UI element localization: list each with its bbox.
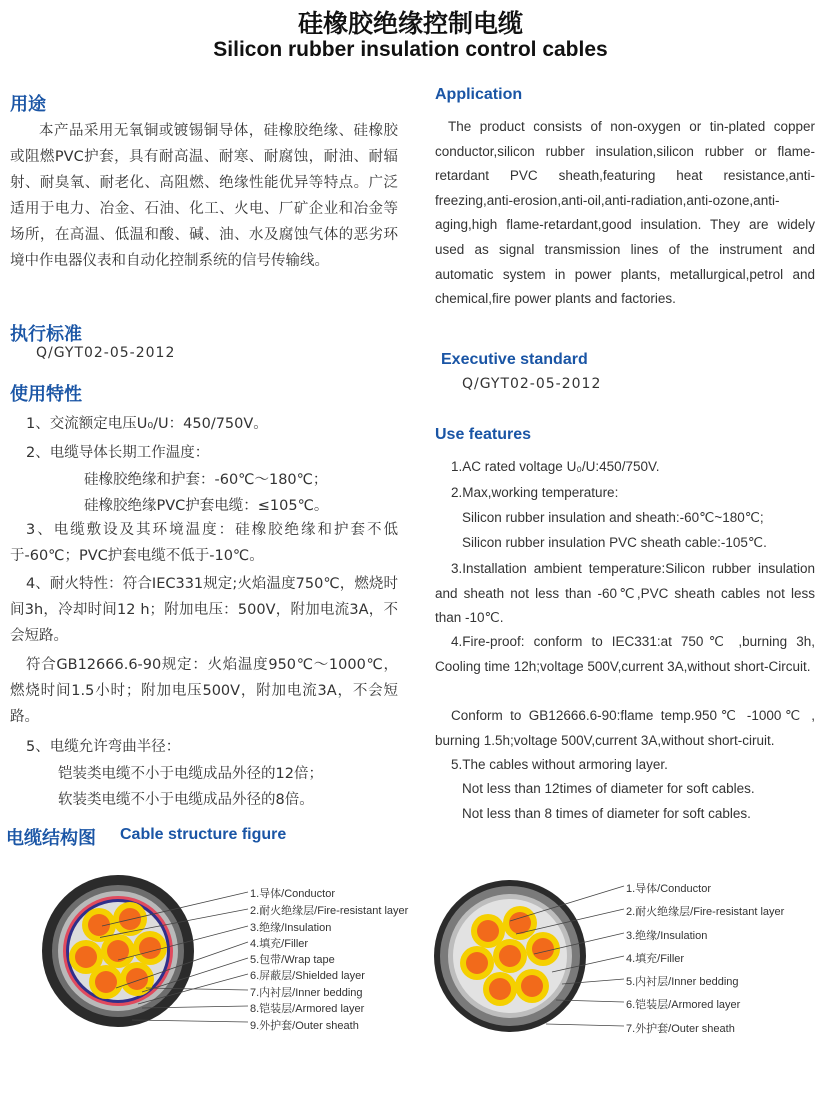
structure-heading-cn: 电缆结构图 — [6, 828, 96, 849]
feature-en-7: Conform to GB12666.6-90:flame temp.950℃ -1000℃ , burning 1.5h;voltage 500V,current 3A,without short-ciruit. — [435, 708, 815, 748]
feature-cn-4: 硅橡胶绝缘PVC护套电缆：≤105℃。 — [84, 498, 329, 514]
feature-cn-7: 符合GB12666.6-90规定：火焰温度950℃～1000℃，燃烧时间1.5小时；附加电压500V，附加电流3A，不会短路。 — [10, 657, 398, 725]
right-figure-leader-lines — [500, 876, 626, 1036]
features-heading-cn: 使用特性 — [10, 384, 82, 405]
structure-heading-en: Cable structure figure — [120, 826, 287, 843]
feature-en-6: 4.Fire-proof: conform to IEC331:at 750℃ ,burning 3h, Cooling time 12h;voltage 500V,current 3A,without short-Circuit. — [435, 634, 815, 674]
usage-text-en: The product consists of non-oxygen or tin-plated copper conductor,silicon rubber insulation,silicon rubber or flame-retardant PVC sheath,featuring heat resistance,anti-freezing,anti-erosion,anti-oil,anti-radiation,anti-ozone,anti-aging,high flame-retardant,good insulation. They are widely used as signal transmission lines of the instrument and automatic system in power plants, metallurgical,petrol and chemical,fire power plants and factories. — [435, 119, 815, 307]
feature-cn-3: 硅橡胶绝缘和护套：-60℃～180℃； — [84, 472, 328, 488]
features-heading-en: Use features — [435, 426, 532, 443]
feature-cn-8: 5、电缆允许弯曲半径： — [26, 739, 181, 755]
feature-cn-1: 1、交流额定电压U₀/U：450/750V。 — [26, 416, 268, 432]
feature-en-9: Not less than 12times of diameter for soft cables. — [462, 781, 755, 796]
right-label-5: 5.内衬层/Inner bedding — [626, 976, 739, 988]
right-label-2: 2.耐火绝缘层/Fire-resistant layer — [626, 906, 785, 918]
usage-heading-en: Application — [435, 86, 523, 103]
feature-en-1: 1.AC rated voltage U₀/U:450/750V. — [451, 459, 660, 474]
usage-heading-cn: 用途 — [10, 94, 46, 115]
left-label-1: 1.导体/Conductor — [250, 888, 335, 900]
standard-value-cn: Q/GYT02-05-2012 — [36, 345, 176, 361]
feature-en-8: 5.The cables without armoring layer. — [451, 757, 668, 772]
page-title-en: Silicon rubber insulation control cables — [213, 38, 608, 61]
right-label-7: 7.外护套/Outer sheath — [626, 1023, 735, 1035]
feature-cn-10: 软装类电缆不小于电缆成品外径的8倍。 — [58, 792, 314, 808]
left-figure-leader-lines — [100, 880, 250, 1040]
feature-en-2: 2.Max,working temperature: — [451, 485, 619, 500]
page-title-cn: 硅橡胶绝缘控制电缆 — [297, 9, 523, 38]
standard-heading-en: Executive standard — [441, 351, 588, 368]
left-label-3: 3.绝缘/Insulation — [250, 922, 332, 934]
left-label-4: 4.填充/Filler — [250, 938, 309, 950]
left-label-5: 5.包带/Wrap tape — [250, 954, 335, 966]
feature-en-10: Not less than 8 times of diameter for soft cables. — [462, 806, 751, 821]
right-label-3: 3.绝缘/Insulation — [626, 930, 708, 942]
standard-value-en: Q/GYT02-05-2012 — [462, 376, 602, 392]
left-label-8: 8.铠装层/Armored layer — [250, 1003, 365, 1015]
left-label-7: 7.内衬层/Inner bedding — [250, 987, 363, 999]
feature-en-4: Silicon rubber insulation PVC sheath cable:-105℃. — [462, 535, 767, 550]
usage-text-cn: 本产品采用无氧铜或镀锡铜导体，硅橡胶绝缘、硅橡胶或阻燃PVC护套，具有耐高温、耐寒、耐腐蚀，耐油、耐辐射、耐臭氧、耐老化、高阻燃、绝缘性能优异等特点。广泛适用于电力、冶金、石油、化工、火电、厂矿企业和冶金等场所，在高温、低温和酸、碱、油、水及腐蚀气体的恶劣环境中作电器仪表和自动化控制系统的信号传输线。 — [10, 123, 398, 269]
feature-cn-6: 4、耐火特性：符合IEC331规定;火焰温度750℃，燃烧时间3h，冷却时间12 h；附加电压：500V，附加电流3A，不会短路。 — [10, 576, 398, 644]
standard-heading-cn: 执行标准 — [10, 324, 82, 345]
feature-cn-5: 3、电缆敷设及其环境温度：硅橡胶绝缘和护套不低于-60℃；PVC护套电缆不低于-10℃。 — [10, 522, 398, 564]
right-label-6: 6.铠装层/Armored layer — [626, 999, 741, 1011]
feature-cn-2: 2、电缆导体长期工作温度： — [26, 445, 210, 461]
left-label-6: 6.屏蔽层/Shielded layer — [250, 970, 365, 982]
feature-cn-9: 铠装类电缆不小于电缆成品外径的12倍； — [58, 766, 323, 782]
left-label-2: 2.耐火绝缘层/Fire-resistant layer — [250, 905, 409, 917]
right-label-1: 1.导体/Conductor — [626, 883, 711, 895]
left-label-9: 9.外护套/Outer sheath — [250, 1020, 359, 1032]
right-label-4: 4.填充/Filler — [626, 953, 685, 965]
feature-en-5: 3.Installation ambient temperature:Silicon rubber insulation and sheath not less than -60℃,PVC sheath cables not less than -10℃. — [435, 561, 815, 626]
feature-en-3: Silicon rubber insulation and sheath:-60℃~180℃; — [462, 510, 764, 525]
